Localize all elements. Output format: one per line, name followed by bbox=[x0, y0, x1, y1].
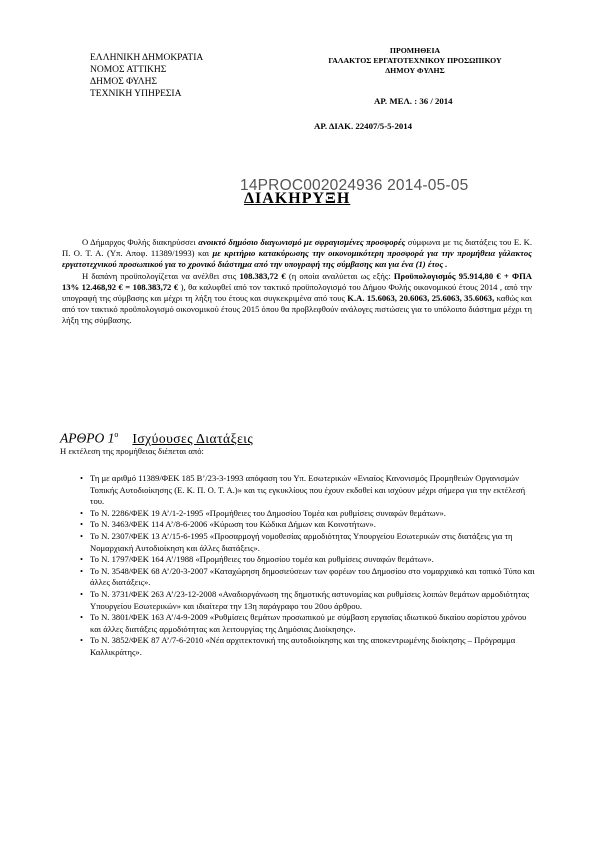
list-item bbox=[80, 473, 535, 508]
subject-line-3: ΔΗΜΟΥ ΦΥΛΗΣ bbox=[385, 66, 445, 75]
bullet-icon: • bbox=[80, 612, 84, 623]
list-item-text: Το Ν. 3852/ΦΕΚ 87 Α’/7-6-2010 «Νέα αρχιτεκτονική της αυτοδιοίκησης και της αποκεντρωμένης διοίκησης – Πρόγραμμα Καλλικράτης». bbox=[90, 635, 516, 657]
list-item-text: Το Ν. 2307/ΦΕΚ 13 Α’/15-6-1995 «Προσαρμογή νομοθεσίας αρμοδιότητας Υπουργείου Εσωτερικών στις διατάξεις για τη Νομαρχιακή Αυτοδιοίκηση και άλλες διατάξεις». bbox=[90, 530, 513, 553]
issuer-line-department: ΤΕΧΝΙΚΗ ΥΠΗΡΕΣΙΑ bbox=[90, 89, 182, 99]
bullet-icon: • bbox=[80, 507, 84, 518]
bullet-icon: • bbox=[80, 554, 84, 565]
list-item-text: Το Ν. 3731/ΦΕΚ 263 Α’/23-12-2008 «Αναδιοργάνωση της δημοτικής αστυνομίας και ρυθμίσεις λοιπών θεμάτων αρμοδιότητας Υπουργείου Εσωτερικών» και ιδιαίτερα την 13η παράγραφο του 20ου άρθρου. bbox=[90, 588, 530, 611]
bullet-icon: • bbox=[80, 635, 84, 646]
bullet-icon: • bbox=[80, 588, 84, 599]
document-title: ΔΙΑΚΗΡΥΞΗ bbox=[244, 190, 351, 207]
list-item bbox=[80, 519, 535, 531]
list-item bbox=[80, 635, 535, 658]
list-item bbox=[80, 554, 535, 566]
budget-total: 108.383,72 € bbox=[239, 270, 286, 281]
article-number: ΑΡΘΡΟ 1 bbox=[60, 430, 115, 446]
list-item-text: Το Ν. 2286/ΦΕΚ 19 Α’/1-2-1995 «Προμήθειες του Δημοσίου Τομέα και ρυθμίσεις συναφών θεμάτων». bbox=[90, 507, 446, 518]
legislation-list bbox=[80, 473, 535, 659]
list-item bbox=[80, 566, 535, 589]
article-intro: Η εκτέλεση της προμήθειας διέπεται από: bbox=[60, 446, 204, 456]
registry-stamp: 14PROC002024936 2014-05-05 bbox=[240, 177, 469, 194]
article-heading bbox=[60, 430, 253, 447]
para1-criterion: με κριτήριο κατακύρωσης την οικονομικότερη προσφορά για την προμήθεια γάλακτος εργατοτεχνικού προσωπικού για το χρονικό διάστημα από την υπογραφή της σύμβασης και για ένα (1) έτος . bbox=[62, 248, 532, 270]
bullet-icon: • bbox=[80, 519, 84, 530]
article-number-ordinal: ο bbox=[114, 430, 119, 439]
para2-text-a: Η δαπάνη προϋπολογίζεται να ανέλθει στις bbox=[82, 270, 240, 281]
paragraph-budget bbox=[62, 271, 532, 327]
bullet-icon: • bbox=[80, 530, 84, 541]
list-item bbox=[80, 612, 535, 635]
para1-text-b: σύμφωνα με τις διατάξεις του Ε. Κ. Π. Ο. Τ. Α. (Υπ. Αποφ. 11389/1993) και bbox=[62, 237, 533, 259]
list-item-text: Το Ν. 1797/ΦΕΚ 164 Α’/1988 «Προμήθειες του δημοσίου τομέα και ρυθμίσεις συναφών θεμάτων». bbox=[90, 554, 434, 565]
list-item bbox=[80, 508, 535, 520]
list-item-text: Το Ν. 3801/ΦΕΚ 163 Α’/4-9-2009 «Ρυθμίσεις θεμάτων προσωπικού με σύμβαση εργασίας ιδιωτικού δικαίου αορίστου χρόνου και άλλες διατάξεις αρμοδιότητας και λειτουργίας της Δημόσιας Διοίκησης». bbox=[90, 612, 527, 634]
list-item-text: Τη με αριθμό 11389/ΦΕΚ 185 Β’/23-3-1993 απόφαση του Υπ. Εσωτερικών «Ενιαίος Κανονισμός Προμηθειών Οργανισμών Τοπικής Αυτοδιοίκησης (Ε. Κ. Π. Ο. Τ. Α.)» και τις εγκυκλίους που έχουν εκδοθεί και ισχύουν μέχρι σήμερα για την εκτέλεσή του. bbox=[90, 473, 526, 507]
paragraph-announcement bbox=[62, 237, 532, 271]
proclamation-number: ΑΡ. ΔΙΑΚ. 22407/5-5-2014 bbox=[314, 121, 413, 131]
article-title: Ισχύουσες Διατάξεις bbox=[132, 430, 254, 446]
issuer-line-country: ΕΛΛΗΝΙΚΗ ΔΗΜΟΚΡΑΤΙΑ bbox=[90, 53, 204, 63]
bullet-icon: • bbox=[80, 473, 84, 483]
budget-breakdown: Προϋπολογισμός 95.914,80 € + ΦΠΑ 13% 12.468,92 € = 108.383,72 € bbox=[62, 270, 532, 292]
budget-codes: Κ.Α. 15.6063, 20.6063, 25.6063, 35.6063, bbox=[347, 293, 495, 304]
para1-text-a: Ο Δήμαρχος Φυλής διακηρύσσει bbox=[82, 237, 199, 247]
study-number: ΑΡ. ΜΕΛ. : 36 / 2014 bbox=[374, 96, 453, 106]
body-text bbox=[62, 237, 532, 327]
list-item bbox=[80, 531, 535, 554]
list-item-text: Το Ν. 3463/ΦΕΚ 114 Α’/8-6-2006 «Κύρωση του Κώδικα Δήμων και Κοινοτήτων». bbox=[90, 519, 376, 530]
para1-tender-type: ανοικτό δημόσιο διαγωνισμό με σφραγισμένες προσφορές bbox=[198, 237, 406, 247]
issuer-line-prefecture: ΝΟΜΟΣ ΑΤΤΙΚΗΣ bbox=[90, 65, 167, 75]
issuer-block bbox=[90, 52, 203, 100]
subject-line-1: ΠΡΟΜΗΘΕΙΑ bbox=[389, 46, 441, 55]
issuer-line-municipality: ΔΗΜΟΣ ΦΥΛΗΣ bbox=[90, 77, 157, 87]
list-item bbox=[80, 589, 535, 612]
para2-text-d: καθώς και από τον τακτικό προϋπολογισμό οικονομικού έτους 2015 όπου θα προβλεφθούν ανάλογες πιστώσεις για το υπόλοιπο διάστημα μέχρι τη λήξη της σύμβασης. bbox=[62, 293, 532, 326]
list-item-text: Το Ν. 3548/ΦΕΚ 68 Α’/20-3-2007 «Καταχώρηση δημοσιεύσεων των φορέων του Δημοσίου στο νομαρχιακό και τοπικό Τύπο και άλλες διατάξεις». bbox=[90, 565, 535, 588]
subject-line-2: ΓΑΛΑΚΤΟΣ ΕΡΓΑΤΟΤΕΧΝΙΚΟΥ ΠΡΟΣΩΠΙΚΟΥ bbox=[328, 56, 502, 65]
para2-text-b: (η οποία αναλύεται ως εξής: bbox=[285, 270, 394, 281]
para2-text-c: ), θα καλυφθεί από τον τακτικό προϋπολογισμό του Δήμου Φυλής οικονομικού έτους 2014 , από την υπογραφή της σύμβασης και μέχρι τη λήξη του έτους και συγκεκριμένα από τους bbox=[62, 281, 533, 304]
bullet-icon: • bbox=[80, 565, 84, 576]
subject-block bbox=[300, 46, 530, 76]
